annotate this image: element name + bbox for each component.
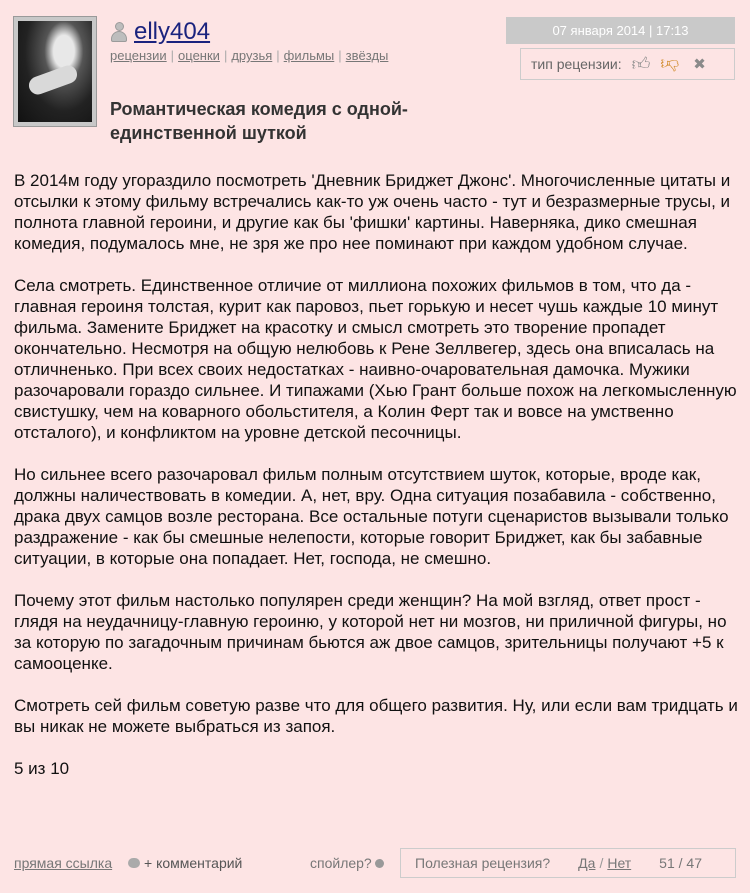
separator: / bbox=[599, 855, 604, 871]
add-comment-button[interactable] bbox=[128, 855, 242, 871]
profile-link-films[interactable]: фильмы bbox=[283, 48, 335, 63]
review-rating: 5 из 10 bbox=[14, 759, 70, 778]
review-paragraph: Почему этот фильм настолько популярен среди женщин? На мой взгляд, ответ прост - глядя на неудачницу-главную героиню, у которой нет ни мозгов, ни приличной фигуры, но за которую по загадочным причинам бьются аж двое самцов, зрительницы получают +5 к самооценке. bbox=[14, 591, 727, 673]
profile-link-friends[interactable]: друзья bbox=[231, 48, 273, 63]
spoiler-toggle[interactable] bbox=[310, 855, 384, 871]
avatar-image bbox=[18, 21, 92, 122]
user-header bbox=[110, 18, 210, 46]
review-paragraph: Села смотреть. Единственное отличие от миллиона похожих фильмов в том, что да - главная героиня толстая, курит как паровоз, пьет горькую и несет чушь каждые 10 минут фильма. Замените Бриджет на красотку и смысл смотреть это творение пропадет окончательно. Несмотря на общую нелюбовь к Рене Зеллвегер, здесь она вписалась на отличненько. При всех своих недостатках - наивно-очаровательная дамочка. Мужики разочаровали гораздо сильнее. И типажами (Хью Грант больше похож на легкомысленную свистушку, чем на коварного обольстителя, а Колин Ферт так и вовсе на умственно отсталого), и конфликтом на уровне детской песочницы. bbox=[14, 276, 737, 442]
comment-bubble-icon bbox=[128, 858, 140, 868]
add-comment-label: + комментарий bbox=[144, 855, 243, 871]
profile-link-stars[interactable]: звёзды bbox=[345, 48, 389, 63]
close-icon[interactable]: ✖︎ bbox=[693, 56, 706, 73]
username-link[interactable]: elly404 bbox=[134, 18, 211, 45]
helpful-box bbox=[400, 848, 736, 878]
review-paragraph: В 2014м году угораздило посмотреть 'Дневник Бриджет Джонс'. Многочисленные цитаты и отсылки к этому фильму встречались как-то уж очень часто - тут и безразмерные трусы, и полнота главной героини, и другие как бы 'фишки' картины. Наверняка, дико смешная комедия, подумалось мне, не зря же про нее поминают при каждом удобном случае. bbox=[14, 171, 731, 253]
thumbs-up-icon[interactable]: 👍︎ bbox=[631, 54, 651, 74]
profile-link-reviews[interactable]: рецензии bbox=[110, 48, 167, 63]
spoiler-dot-icon bbox=[375, 859, 384, 868]
profile-links bbox=[110, 48, 388, 63]
review-type-box bbox=[520, 48, 735, 80]
profile-link-ratings[interactable]: оценки bbox=[178, 48, 220, 63]
helpful-label: Полезная рецензия? bbox=[415, 855, 551, 871]
user-icon bbox=[110, 22, 128, 42]
review-type-label: тип рецензии: bbox=[531, 56, 622, 72]
review-body bbox=[14, 170, 738, 800]
direct-link[interactable]: прямая ссылка bbox=[14, 855, 113, 871]
avatar[interactable] bbox=[13, 16, 97, 127]
helpful-yes-link[interactable]: Да bbox=[578, 855, 596, 871]
helpful-score: 51 / 47 bbox=[659, 855, 702, 871]
helpful-no-link[interactable]: Нет bbox=[607, 855, 632, 871]
review-title: Романтическая комедия с одной-единственной шуткой bbox=[110, 99, 408, 143]
review-paragraph: Смотреть сей фильм советую разве что для общего развития. Ну, или если вам тридцать и вы никак не можете выбраться из запоя. bbox=[14, 696, 738, 736]
separator: | bbox=[276, 48, 280, 63]
review-paragraph: Но сильнее всего разочаровал фильм полным отсутствием шуток, которые, вроде как, должны наличествовать в комедии. А, нет, вру. Одна ситуация позабавила - собственно, драка двух самцов возле ресторана. Все остальные потуги сценаристов вызывали только раздражение - как бы смешные нелепости, которые говорит Бриджет, как бы забавные ситуации, в которые она попадает. Нет, господа, не смешно. bbox=[14, 465, 729, 568]
separator: | bbox=[338, 48, 342, 63]
review-footer bbox=[14, 848, 736, 878]
separator: | bbox=[223, 48, 228, 63]
thumbs-down-icon[interactable]: 👍︎ bbox=[660, 54, 680, 74]
separator: | bbox=[170, 48, 175, 63]
review-date: 07 января 2014 | 17:13 bbox=[506, 17, 735, 44]
spoiler-label: спойлер? bbox=[310, 855, 372, 871]
